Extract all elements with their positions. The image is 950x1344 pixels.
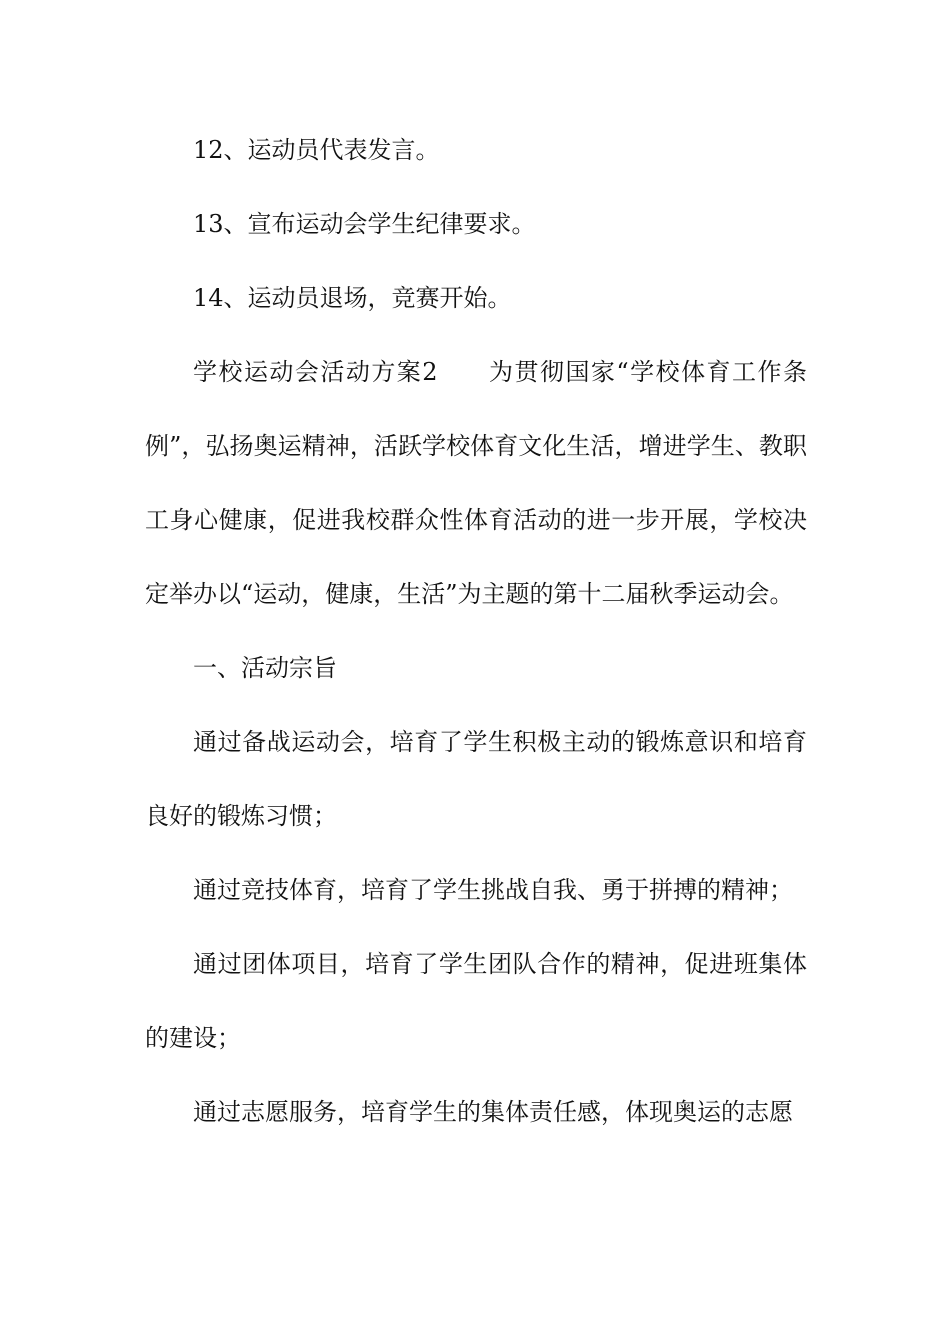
intro-text: 为贯彻国家“学校体育工作条例”，弘扬奥运精神，活跃学校体育文化生活，增进学生、教职工身心健康，促进我校群众性体育活动的进一步开展，学校决定举办以“运动，健康，生活”为主题的第十二届秋季运动会。	[145, 358, 807, 608]
paragraph-item-13: 13、宣布运动会学生纪律要求。	[193, 210, 536, 238]
paragraph-purpose-2: 通过竞技体育，培育了学生挑战自我、勇于拼搏的精神；	[193, 876, 793, 904]
document-body	[145, 113, 807, 1149]
paragraph-purpose-1: 通过备战运动会，培育了学生积极主动的锻炼意识和培育良好的锻炼习惯；	[145, 728, 807, 830]
paragraph-item-14: 14、运动员退场，竞赛开始。	[193, 284, 512, 312]
paragraph-plan-intro	[145, 335, 807, 631]
section-title-purpose: 一、活动宗旨	[193, 654, 337, 682]
paragraph-purpose-3: 通过团体项目，培育了学生团队合作的精神，促进班集体的建设；	[145, 950, 807, 1052]
paragraph-item-12: 12、运动员代表发言。	[193, 136, 440, 164]
section-heading: 学校运动会活动方案2	[193, 358, 438, 386]
paragraph-purpose-4: 通过志愿服务，培育学生的集体责任感，体现奥运的志愿	[193, 1098, 793, 1126]
